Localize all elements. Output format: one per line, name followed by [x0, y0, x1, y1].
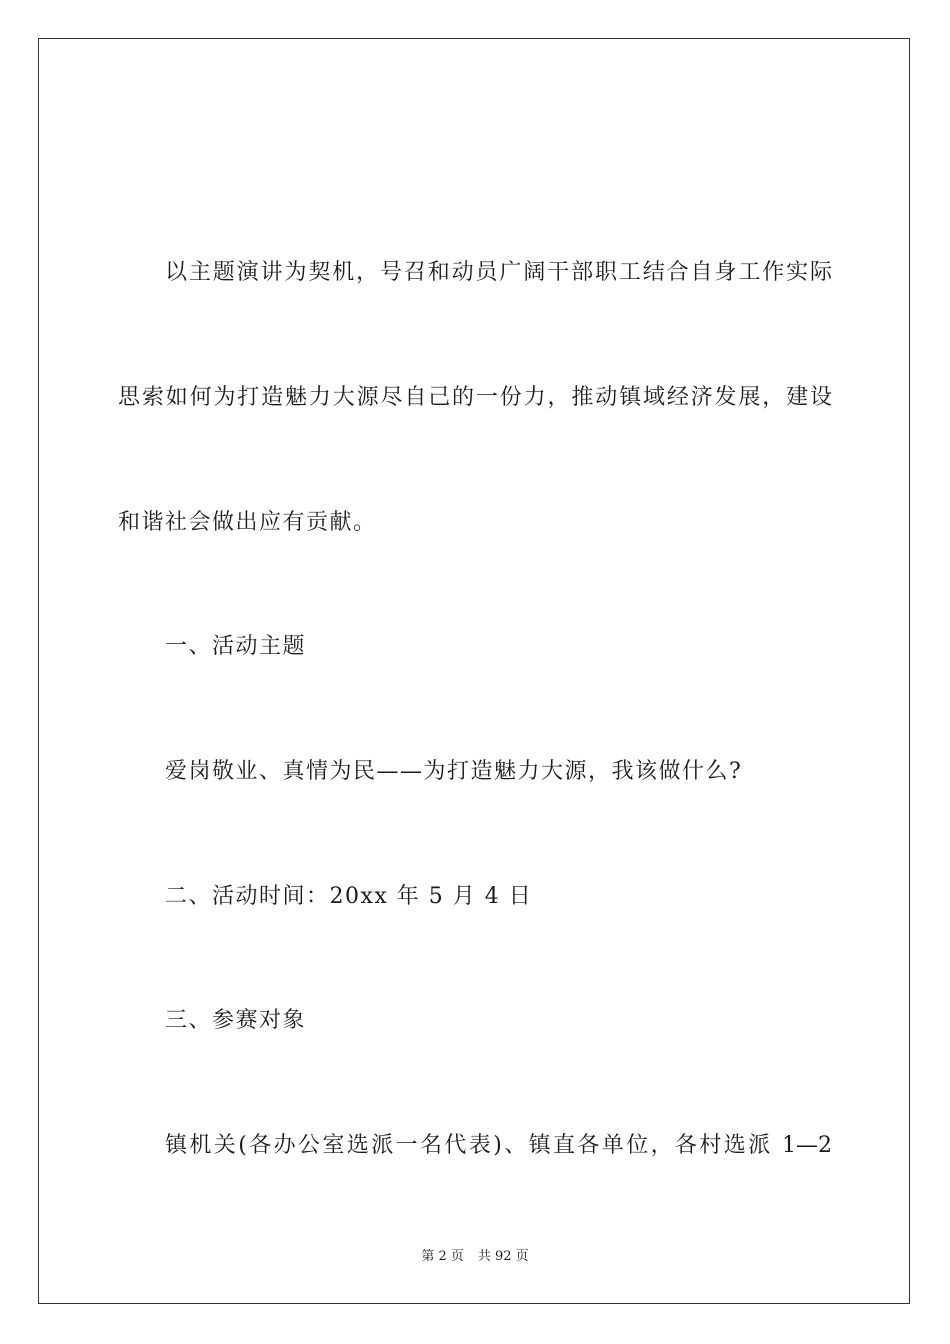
- paragraph-line-2: 思索如何为打造魅力大源尽自己的一份力，推动镇域经济发展，建设: [118, 385, 832, 410]
- page-footer: [0, 1248, 950, 1266]
- section-heading-theme: 一、活动主题: [165, 634, 307, 659]
- theme-text: 爱岗敬业、真情为民——为打造魅力大源，我该做什么?: [165, 759, 743, 784]
- participants-text: 镇机关(各办公室选派一名代表)、镇直各单位，各村选派 1—2: [165, 1133, 832, 1158]
- section-heading-time: 二、活动时间：20xx 年 5 月 4 日: [165, 884, 533, 909]
- paragraph-line-1: 以主题演讲为契机，号召和动员广阔干部职工结合自身工作实际: [165, 260, 832, 285]
- page-border: [38, 38, 910, 1304]
- page-total: 共 92 页: [477, 1249, 529, 1264]
- section-heading-participants: 三、参赛对象: [165, 1008, 307, 1033]
- paragraph-line-3: 和谐社会做出应有贡献。: [118, 510, 377, 535]
- page-number: 第 2 页: [421, 1249, 464, 1264]
